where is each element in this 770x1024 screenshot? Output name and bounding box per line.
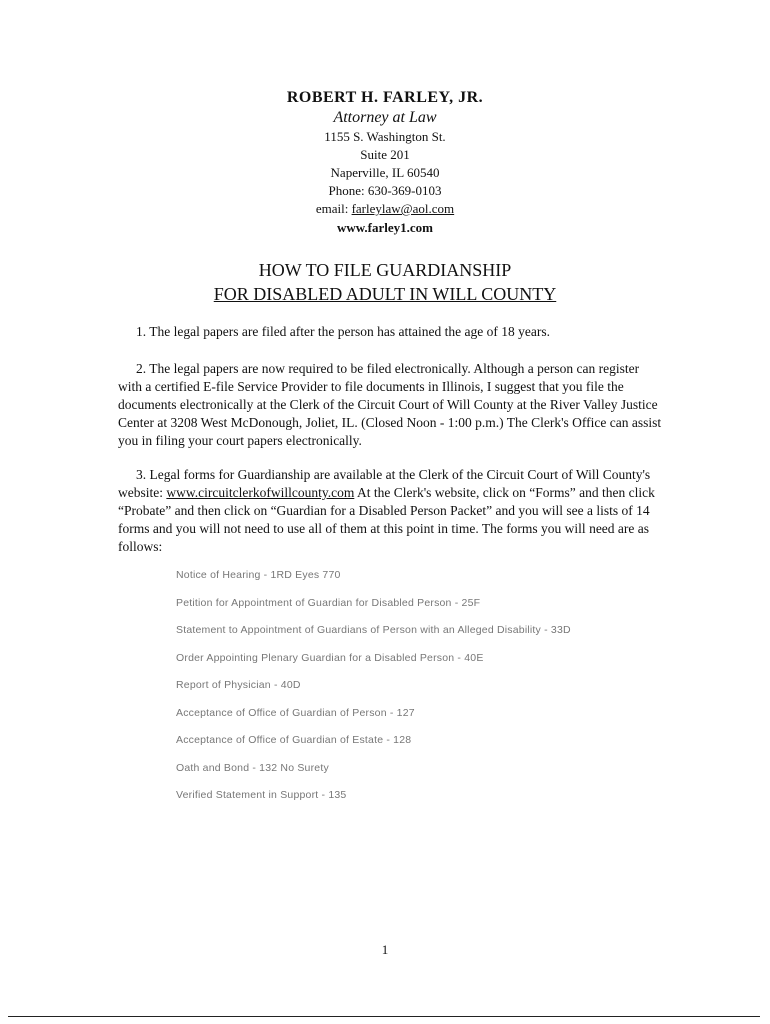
form-item: Statement to Appointment of Guardians of Person with an Alleged Disability - 33D bbox=[176, 624, 571, 636]
email-line bbox=[0, 200, 770, 218]
address-line-1: 1155 S. Washington St. bbox=[324, 129, 446, 144]
document-title bbox=[0, 258, 770, 306]
clerk-website-link[interactable]: www.circuitclerkofwillcounty.com bbox=[166, 485, 355, 500]
city-line: Naperville, IL 60540 bbox=[330, 165, 440, 180]
form-item: Acceptance of Office of Guardian of Estate - 128 bbox=[176, 734, 412, 746]
letterhead bbox=[0, 88, 770, 238]
bottom-divider bbox=[8, 1016, 760, 1017]
paragraph-3-text-end: At the Clerk's website, click on “Forms” and then click “Probate” and then click on “Guardian for a Disabled Person Packet” and you will see a lists of 14 forms and you will not need to use all of them at this point in time. The forms you will need are as follows: bbox=[118, 485, 655, 554]
email-label: email: bbox=[315, 201, 352, 216]
form-item: Order Appointing Plenary Guardian for a Disabled Person - 40E bbox=[176, 651, 484, 664]
forms-list bbox=[176, 568, 571, 816]
attorney-title: Attorney at Law bbox=[333, 109, 437, 126]
form-item: Notice of Hearing - 1RD Eyes 770 bbox=[176, 569, 341, 581]
email-link[interactable]: farleylaw@aol.com bbox=[351, 201, 455, 216]
paragraph-1-text: 1. The legal papers are filed after the person has attained the age of 18 years. bbox=[136, 324, 550, 339]
paragraph-2-text: 2. The legal papers are now required to be filed electronically. Although a person can register with a certified E-file Service Provider to file documents in Illinois, I suggest that you file the documents electronically at the Clerk of the Circuit Court of Will County at the River Valley Justice Center at 3208 West McDonough, Joliet, IL. (Closed Noon - 1:00 p.m.) The Clerk's Office can assist you in filing your court papers electronically. bbox=[118, 361, 662, 448]
paragraph-2 bbox=[118, 360, 663, 450]
paragraph-3-text-start: 3. Legal forms for Guardianship are available at the Clerk of the Circuit Court of Will County's website: bbox=[118, 467, 651, 500]
title-line-1: HOW TO FILE GUARDIANSHIP bbox=[258, 260, 512, 280]
website: www.farley1.com bbox=[336, 220, 434, 235]
form-item: Report of Physician - 40D bbox=[176, 679, 301, 691]
page-number: 1 bbox=[381, 942, 389, 957]
form-item: Petition for Appointment of Guardian for Disabled Person - 25F bbox=[176, 596, 481, 609]
paragraph-3 bbox=[118, 466, 663, 556]
paragraph-1 bbox=[118, 323, 663, 341]
attorney-name: ROBERT H. FARLEY, JR. bbox=[286, 89, 484, 106]
form-item: Oath and Bond - 132 No Surety bbox=[176, 761, 329, 774]
form-item: Verified Statement in Support - 135 bbox=[176, 789, 347, 801]
title-line-2: FOR DISABLED ADULT IN WILL COUNTY bbox=[213, 284, 557, 304]
form-item: Acceptance of Office of Guardian of Person - 127 bbox=[176, 706, 415, 719]
address-line-2: Suite 201 bbox=[360, 147, 410, 162]
phone-line: Phone: 630-369-0103 bbox=[328, 183, 442, 198]
